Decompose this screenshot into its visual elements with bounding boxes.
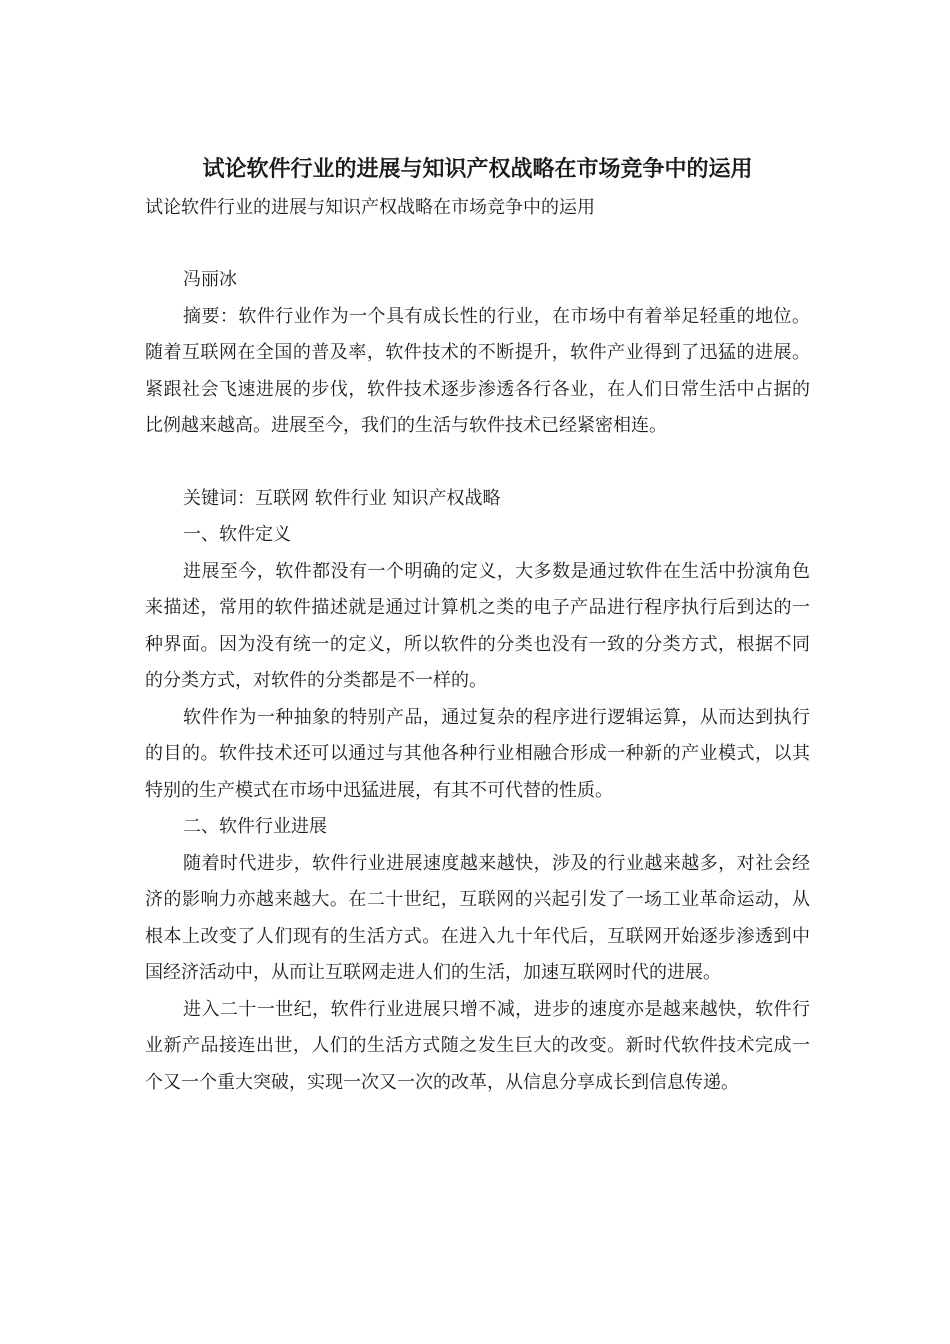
- section1-paragraph-1: 进展至今，软件都没有一个明确的定义，大多数是通过软件在生活中扮演角色来描述，常用的软件描述就是通过计算机之类的电子产品进行程序执行后到达的一种界面。因为没有统一的定义，所以软件的分类也没有一致的分类方式，根据不同的分类方式，对软件的分类都是不一样的。: [145, 560, 810, 691]
- abstract-paragraph: 摘要：软件行业作为一个具有成长性的行业，在市场中有着举足轻重的地位。随着互联网在全国的普及率，软件技术的不断提升，软件产业得到了迅猛的进展。紧跟社会飞速进展的步伐，软件技术逐步渗透各行各业，在人们日常生活中占据的比例越来越高。进展至今，我们的生活与软件技术已经紧密相连。: [145, 305, 810, 436]
- spacer: [145, 226, 810, 262]
- section2-paragraph-2: 进入二十一世纪，软件行业进展只增不减，进步的速度亦是越来越快，软件行业新产品接连出世，人们的生活方式随之发生巨大的改变。新时代软件技术完成一个又一个重大突破，实现一次又一次的改革，从信息分享成长到信息传递。: [145, 998, 810, 1093]
- section1-paragraph-2: 软件作为一种抽象的特别产品，通过复杂的程序进行逻辑运算，从而达到执行的目的。软件技术还可以通过与其他各种行业相融合形成一种新的产业模式，以其特别的生产模式在市场中迅猛进展，有其不可代替的性质。: [145, 706, 810, 801]
- keywords-line: 关键词：互联网 软件行业 知识产权战略: [183, 487, 501, 509]
- document-page: [145, 150, 810, 1101]
- section2-paragraph-1: 随着时代进步，软件行业进展速度越来越快，涉及的行业越来越多，对社会经济的影响力亦越来越大。在二十世纪，互联网的兴起引发了一场工业革命运动，从根本上改变了人们现有的生活方式。在进入九十年代后，互联网开始逐步渗透到中国经济活动中，从而让互联网走进人们的生活，加速互联网时代的进展。: [145, 852, 810, 983]
- author-name: 冯丽冰: [183, 269, 237, 290]
- section-heading-definition: 一、软件定义: [183, 524, 291, 545]
- document-subtitle: 试论软件行业的进展与知识产权战略在市场竞争中的运用: [145, 197, 595, 218]
- section-heading-industry: 二、软件行业进展: [183, 816, 327, 837]
- document-title: 试论软件行业的进展与知识产权战略在市场竞争中的运用: [202, 157, 753, 182]
